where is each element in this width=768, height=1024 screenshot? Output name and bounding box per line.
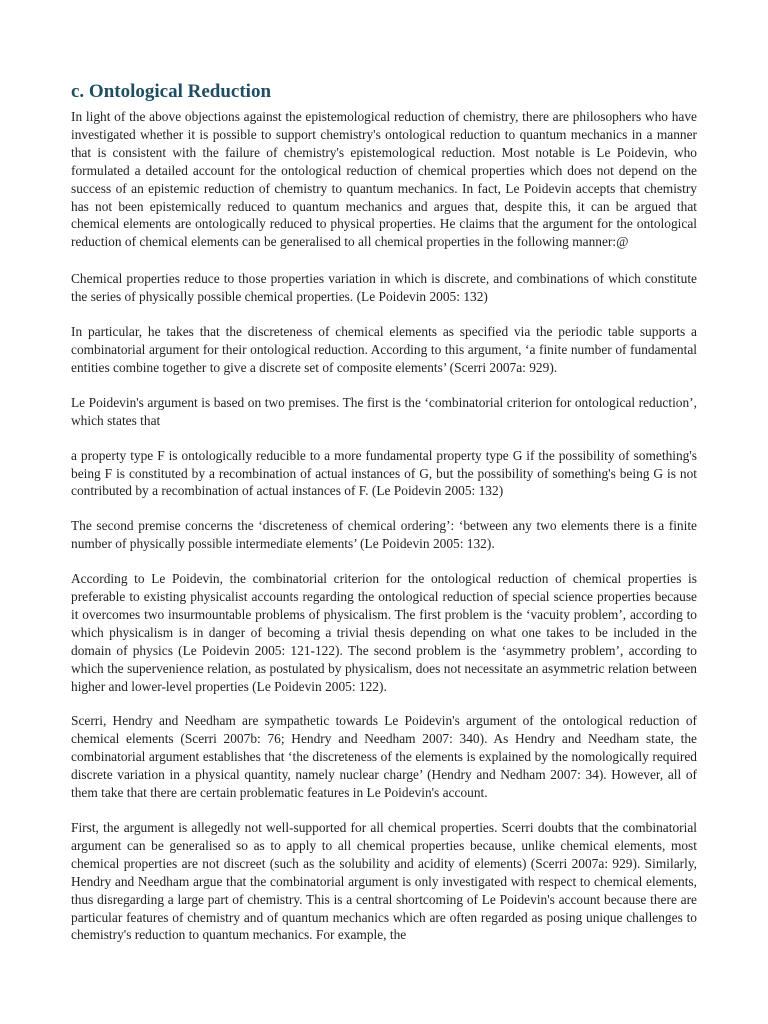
section-heading: c. Ontological Reduction [71,81,272,102]
paragraph-intro: In light of the above objections against the epistemological reduction of chemistry, there are philosophers who have investigated whether it is possible to support chemistry's ontological reduction to quantum mechanics in a manner that is consistent with the failure of chemistry's epistemological reduction. Most notable is Le Poidevin, who formulated a detailed account for the ontological reduction of chemical properties which does not depend on the success of an epistemic reduction of chemistry to quantum mechanics. In fact, Le Poidevin accepts that chemistry has not been epistemically reduced to quantum mechanics and argues that, despite this, it can be argued that chemical elements are ontologically reduced to physical properties. He claims that the argument for the ontological reduction of chemical elements can be generalised to all chemical properties in the following manner:@ [71,109,697,250]
paragraph-first-objection: First, the argument is allegedly not well-supported for all chemical properties. Scerri doubts that the combinatorial argument can be generalised so as to apply to all chemical properties because, unlike chemical elements, most chemical properties are not discreet (such as the solubility and acidity of elements) (Scerri 2007a: 929). Similarly, Hendry and Needham argue that the combinatorial argument is only investigated with respect to chemical elements, thus disregarding a large part of chemistry. This is a central shortcoming of Le Poidevin's account because there are particular features of chemistry and of quantum mechanics which are often regarded as posing unique challenges to chemistry's reduction to quantum mechanics. For example, the [71,820,697,943]
paragraph-two-premises: Le Poidevin's argument is based on two premises. The first is the ‘combinatorial criterion for ontological reduction’, which states that [71,394,697,428]
paragraph-combinatorial-argument: In particular, he takes that the discreteness of chemical elements as specified via the periodic table supports a combinatorial argument for their ontological reduction. According to this argument, ‘a finite number of fundamental entities combine together to give a discrete set of composite elements’ (Scerri 2007a: 929). [71,324,697,375]
paragraph-second-premise: The second premise concerns the ‘discreteness of chemical ordering’: ‘between any two elements there is a finite number of physically possible intermediate elements’ (Le Poidevin 2005: 132). [71,518,697,552]
paragraph-quote-chemical-properties: Chemical properties reduce to those properties variation in which is discrete, and combinations of which constitute the series of physically possible chemical properties. (Le Poidevin 2005: 132) [71,271,697,305]
paragraph-physicalism-problems: According to Le Poidevin, the combinatorial criterion for the ontological reduction of chemical properties is preferable to existing physicalist accounts regarding the ontological reduction of special science properties because it overcomes two insurmountable problems of physicalism. The first problem is the ‘vacuity problem’, according to which physicalism is in danger of becoming a trivial thesis depending on what one takes to be included in the domain of physics (Le Poidevin 2005: 121-122). The second problem is the ‘asymmetry problem’, according to which the supervenience relation, as postulated by physicalism, does not necessitate an asymmetric relation between higher and lower-level properties (Le Poidevin 2005: 122). [71,571,697,694]
paragraph-quote-property-type: a property type F is ontologically reducible to a more fundamental property type G if the possibility of something's being F is constituted by a recombination of actual instances of G, but the possibility of something's being G is not contributed by a recombination of actual instances of F. (Le Poidevin 2005: 132) [71,447,697,499]
paragraph-sympathetic-views: Scerri, Hendry and Needham are sympathetic towards Le Poidevin's argument of the ontological reduction of chemical elements (Scerri 2007b: 76; Hendry and Needham 2007: 340). As Hendry and Needham state, the combinatorial argument establishes that ‘the discreteness of the elements is explained by the nomologically required discrete variation in a physical quantity, namely nuclear charge’ (Hendry and Nedham 2007: 34). However, all of them take that there are certain problematic features in Le Poidevin's account. [71,713,697,801]
article-page [71,80,697,961]
